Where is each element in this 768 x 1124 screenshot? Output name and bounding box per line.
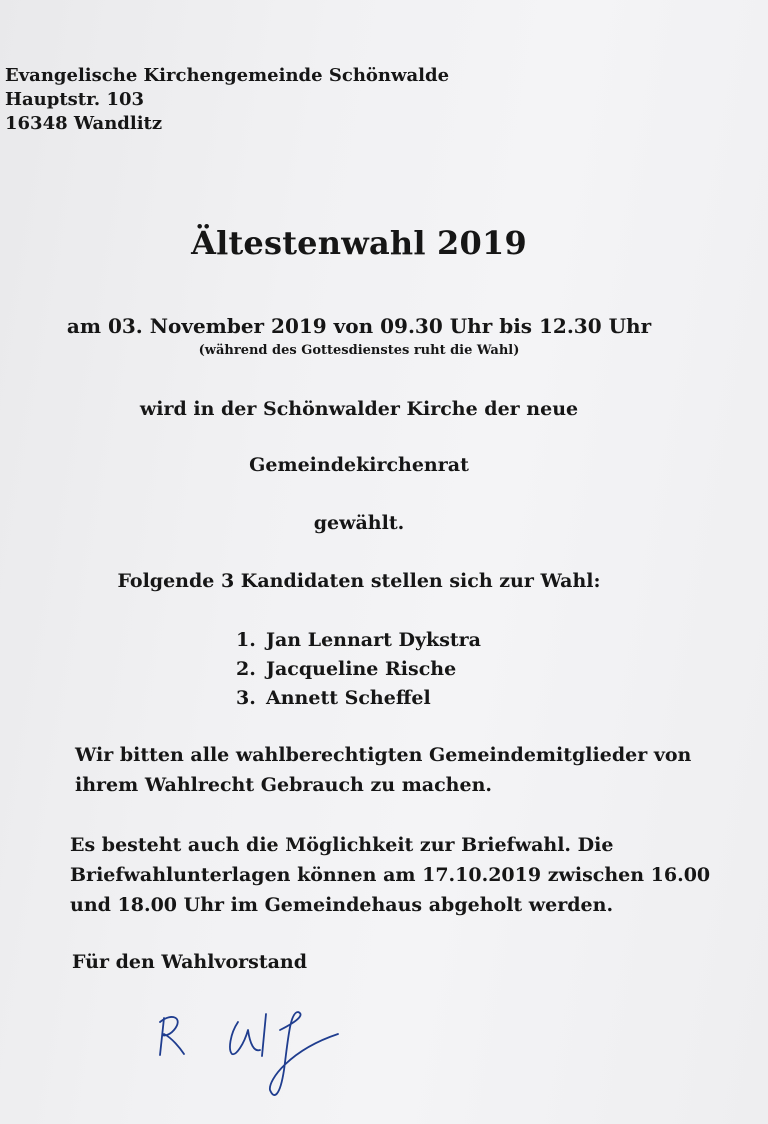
appeal-paragraph [75,740,691,800]
candidate-list [236,626,481,713]
body-line-1: wird in der Schönwalder Kirche der neue [139,398,579,420]
candidate-name: Jacqueline Rische [266,658,457,680]
postal-vote-paragraph [70,830,710,920]
handwritten-signature [150,1000,350,1110]
list-item [236,684,481,713]
sender-name: Evangelische Kirchengemeinde Schönwalde [5,65,450,86]
candidate-number: 1. [236,629,256,651]
candidate-name: Annett Scheffel [266,687,431,709]
postal-vote-line-2: Briefwahlunterlagen können am 17.10.2019 zwischen 16.00 [70,864,711,886]
election-date: am 03. November 2019 von 09.30 Uhr bis 12.30 Uhr [66,314,652,338]
postal-vote-line-1: Es besteht auch die Möglichkeit zur Briefwahl. Die [70,834,614,856]
sender-city: 16348 Wandlitz [5,113,163,134]
appeal-line-1: Wir bitten alle wahlberechtigten Gemeindemitglieder von [75,744,692,766]
closing-line: Für den Wahlvorstand [72,951,308,973]
candidate-name: Jan Lennart Dykstra [266,629,481,651]
list-item [236,655,481,684]
notice-title: Ältestenwahl 2019 [191,224,527,262]
sender-address [5,64,449,136]
election-note: (während des Gottesdienstes ruht die Wahl) [198,343,520,358]
sender-street: Hauptstr. 103 [5,89,145,110]
list-item [236,626,481,655]
candidates-heading: Folgende 3 Kandidaten stellen sich zur Wahl: [117,570,601,592]
candidate-number: 2. [236,658,256,680]
postal-vote-line-3: und 18.00 Uhr im Gemeindehaus abgeholt werden. [70,894,614,916]
appeal-line-2: ihrem Wahlrecht Gebrauch zu machen. [75,774,493,796]
candidate-number: 3. [236,687,256,709]
body-line-3: gewählt. [313,512,405,534]
body-line-2: Gemeindekirchenrat [249,454,469,476]
